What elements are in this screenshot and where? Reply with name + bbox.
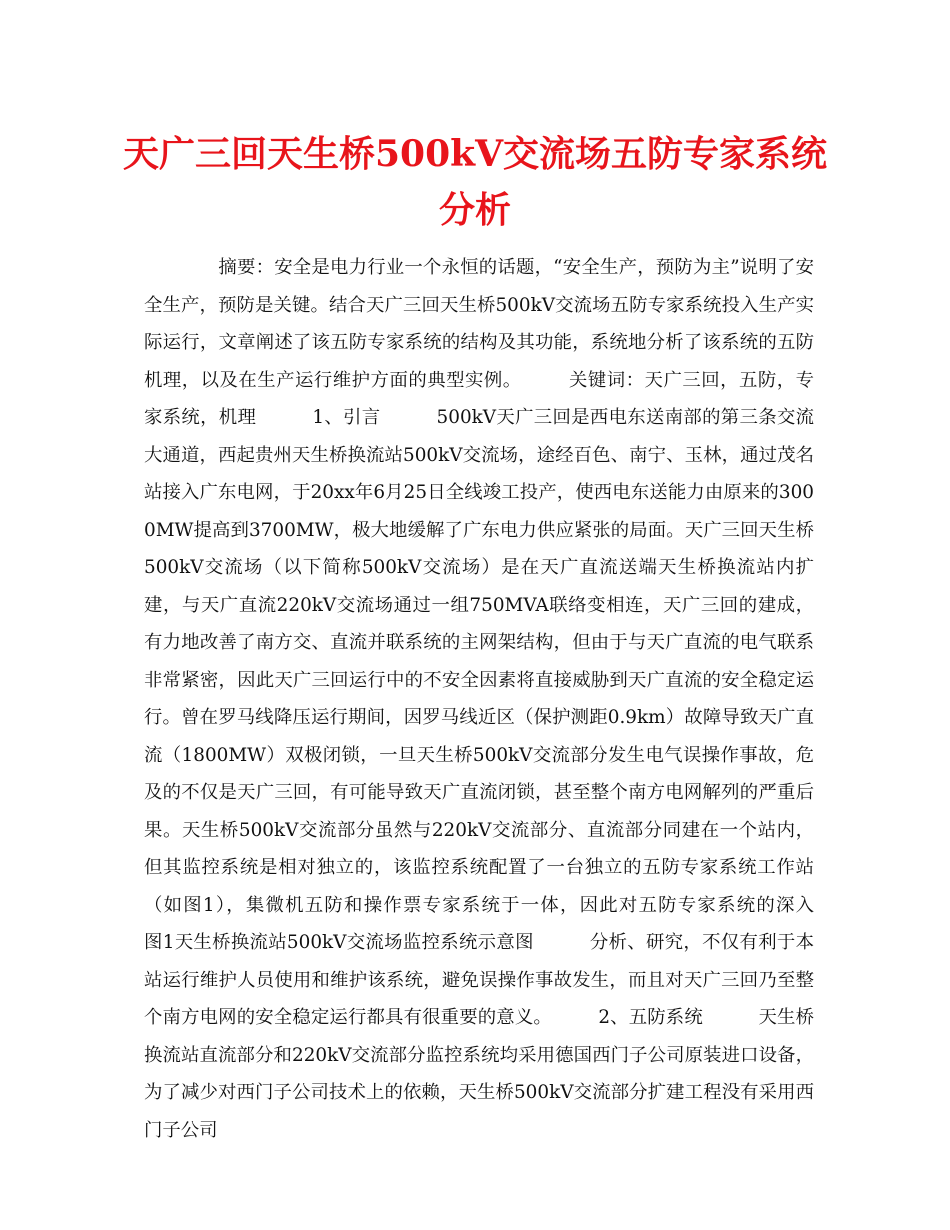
document-body: 摘要：安全是电力行业一个永恒的话题，“安全生产，预防为主”说明了安全生产，预防是关键。结合天广三回天生桥500kV交流场五防专家系统投入生产实际运行，文章阐述了该五防专家系统的结构及其功能，系统地分析了该系统的五防机理，以及在生产运行维护方面的典型实例。 关键词：天广三回，五防，专家系统，机理 1、引言 500kV天广三回是西电东送南部的第三条交流大通道，西起贵州天生桥换流站500kV交流场，途经百色、南宁、玉林，通过茂名站接入广东电网，于20xx年6月25日全线竣工投产，使西电东送能力由原来的3000MW提高到3700MW，极大地缓解了广东电力供应紧张的局面。天广三回天生桥500kV交流场（以下简称500kV交流场）是在天广直流送端天生桥换流站内扩建，与天广直流220kV交流场通过一组750MVA联络变相连，天广三回的建成，有力地改善了南方交、直流并联系统的主网架结构，但由于与天广直流的电气联系非常紧密，因此天广三回运行中的不安全因素将直接威胁到天广直流的安全稳定运行。曾在罗马线降压运行期间，因罗马线近区（保护测距0.9km）故障导致天广直流（1800MW）双极闭锁，一旦天生桥500kV交流部分发生电气误操作事故，危及的不仅是天广三回，有可能导致天广直流闭锁，甚至整个南方电网解列的严重后果。天生桥500kV交流部分虽然与220kV交流部分、直流部分同建在一个站内，但其监控系统是相对独立的，该监控系统配置了一台独立的五防专家系统工作站（如图1），集微机五防和操作票专家系统于一体，因此对五防专家系统的深入 图1天生桥换流站500kV交流场监控系统示意图 分析、研究，不仅有利于本站运行维护人员使用和维护该系统，避免误操作事故发生，而且对天广三回乃至整个南方电网的安全稳定运行都具有很重要的意义。 2、五防系统 天生桥换流站直流部分和220kV交流部分监控系统均采用德国西门子公司原装进口设备，为了减少对西门子公司技术上的依赖，天生桥500kV交流部分扩建工程没有采用西门子公司 [144, 257, 870, 1141]
document-title: 天广三回天生桥500kV交流场五防专家系统 分析 [122, 133, 828, 231]
